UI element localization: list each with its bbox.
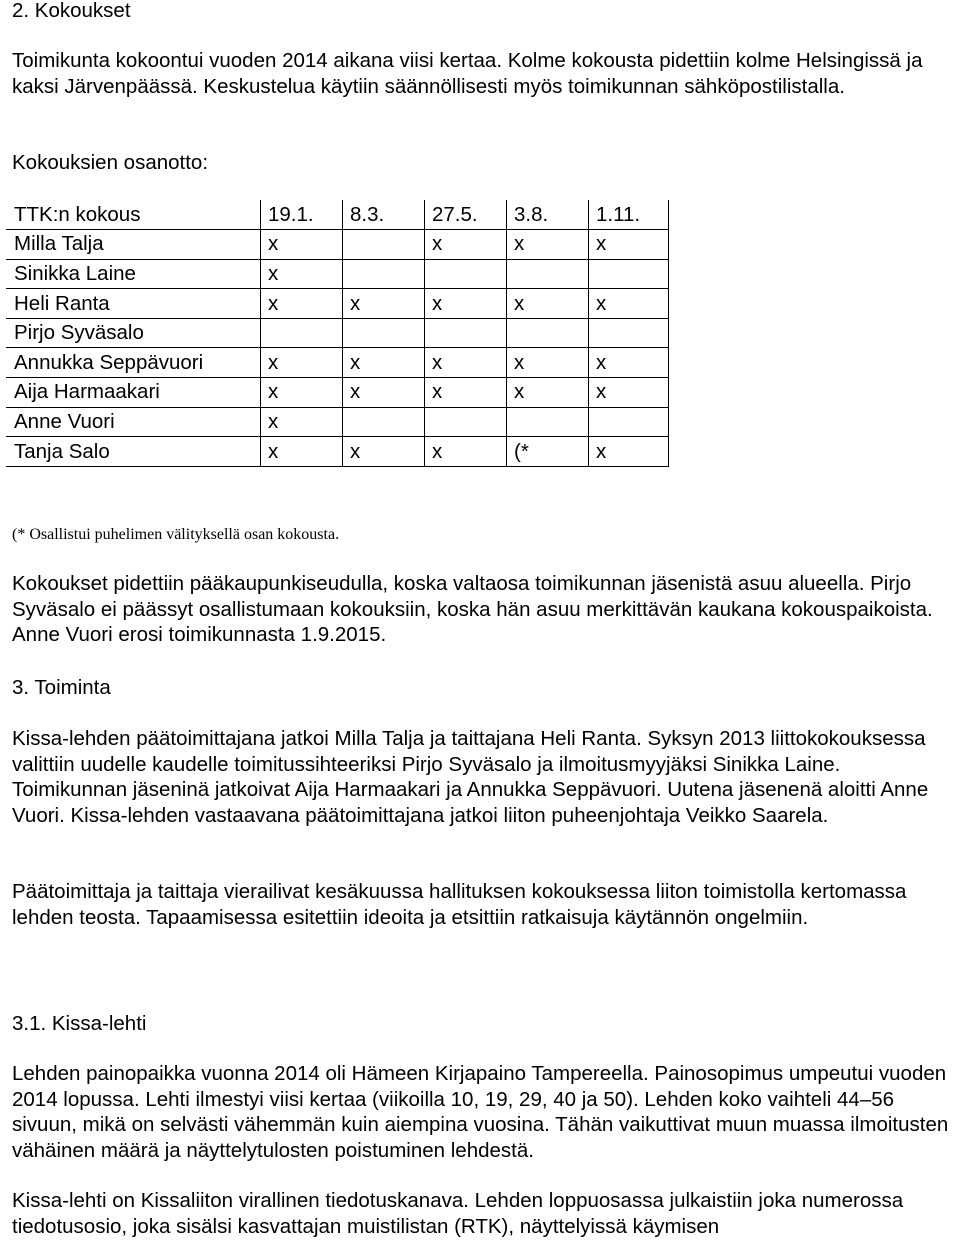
attendance-mark — [343, 318, 425, 348]
attendance-mark: x — [343, 378, 425, 408]
attendance-mark: (* — [507, 437, 589, 467]
attendance-mark: x — [425, 437, 507, 467]
attendance-mark: x — [343, 289, 425, 319]
table-header-date: 27.5. — [425, 200, 507, 230]
table-row — [7, 318, 669, 348]
attendance-mark: x — [589, 348, 669, 378]
attendance-mark: x — [425, 378, 507, 408]
attendance-mark: x — [425, 289, 507, 319]
member-name: Milla Talja — [7, 230, 261, 260]
activity-paragraph-2: Päätoimittaja ja taittaja vierailivat kesäkuussa hallituksen kokouksessa liiton toimistolla kertomassa lehden teosta. Tapaamisessa esitettiin ideoita ja etsittiin ratkaisuja käytännön ongelmiin. — [12, 880, 907, 929]
table-header-date: 8.3. — [343, 200, 425, 230]
attendance-mark: x — [589, 230, 669, 260]
attendance-mark — [507, 407, 589, 437]
magazine-paragraph-2: Kissa-lehti on Kissaliiton virallinen tiedotuskanava. Lehden loppuosassa julkaistiin joka numerossa tiedotusosio, joka sisälsi kasvattajan muistilistan (RTK), näyttelyissä käymisen — [12, 1189, 904, 1238]
attendance-mark — [589, 318, 669, 348]
attendance-mark — [589, 259, 669, 289]
attendance-mark: x — [343, 437, 425, 467]
attendance-mark: x — [589, 289, 669, 319]
member-name: Tanja Salo — [7, 437, 261, 467]
attendance-mark — [589, 407, 669, 437]
table-row — [7, 289, 669, 319]
section-heading-magazine: 3.1. Kissa-lehti — [12, 1012, 147, 1035]
member-name: Aija Harmaakari — [7, 378, 261, 408]
meetings-intro-paragraph: Toimikunta kokoontui vuoden 2014 aikana viisi kertaa. Kolme kokousta pidettiin kolme Helsingissä ja kaksi Järvenpäässä. Keskustelua käytiin säännöllisesti myös toimikunnan sähköpostilistalla. — [12, 49, 923, 98]
member-name: Annukka Seppävuori — [7, 348, 261, 378]
member-name: Anne Vuori — [7, 407, 261, 437]
attendance-mark — [261, 318, 343, 348]
attendance-mark: x — [261, 230, 343, 260]
member-name: Heli Ranta — [7, 289, 261, 319]
attendance-mark: x — [507, 348, 589, 378]
table-header-row — [7, 200, 669, 230]
attendance-mark — [425, 407, 507, 437]
activity-paragraph-1: Kissa-lehden päätoimittajana jatkoi Milla Talja ja taittajana Heli Ranta. Syksyn 2013 liittokokouksessa valittiin uudelle kaudelle toimitussihteeriksi Pirjo Syväsalo ja ilmoitusmyyjäksi Sinikka Laine. Toimikunnan jäseninä jatkoivat Aija Harmaakari ja Annukka Seppävuori. Uutena jäsenenä aloitti Anne Vuori. Kissa-lehden vastaavana päätoimittajana jatkoi liiton puheenjohtaja Veikko Saarela. — [12, 727, 929, 827]
attendance-mark: x — [589, 378, 669, 408]
attendance-mark — [343, 407, 425, 437]
attendance-mark: x — [425, 230, 507, 260]
table-row — [7, 348, 669, 378]
table-header-date: 19.1. — [261, 200, 343, 230]
attendance-mark — [507, 259, 589, 289]
attendance-table — [6, 200, 669, 467]
attendance-mark: x — [343, 348, 425, 378]
attendance-mark: x — [261, 437, 343, 467]
attendance-mark — [507, 318, 589, 348]
table-header-label: TTK:n kokous — [7, 200, 261, 230]
attendance-mark: x — [507, 230, 589, 260]
attendance-mark: x — [425, 348, 507, 378]
table-row — [7, 230, 669, 260]
attendance-mark: x — [261, 378, 343, 408]
attendance-mark: x — [507, 289, 589, 319]
attendance-mark — [343, 259, 425, 289]
attendance-mark: x — [507, 378, 589, 408]
table-row — [7, 259, 669, 289]
attendance-mark: x — [261, 407, 343, 437]
table-row — [7, 378, 669, 408]
magazine-paragraph-1: Lehden painopaikka vuonna 2014 oli Hämeen Kirjapaino Tampereella. Painosopimus umpeutui vuoden 2014 lopussa. Lehti ilmestyi viisi kertaa (viikoilla 10, 19, 29, 40 ja 50). Lehden koko vaihteli 44–56 sivuun, mikä on selvästi vähemmän kuin aiempina vuosina. Tähän vaikuttivat muun muassa ilmoitusten vähäinen määrä ja näyttelytulosten poistuminen lehdestä. — [12, 1062, 949, 1162]
attendance-mark — [425, 318, 507, 348]
table-header-date: 1.11. — [589, 200, 669, 230]
section-heading-activity: 3. Toiminta — [12, 676, 111, 699]
attendance-mark: x — [261, 289, 343, 319]
table-row — [7, 407, 669, 437]
attendance-label: Kokouksien osanotto: — [12, 151, 209, 174]
table-row — [7, 437, 669, 467]
attendance-mark: x — [589, 437, 669, 467]
table-header-date: 3.8. — [507, 200, 589, 230]
member-name: Sinikka Laine — [7, 259, 261, 289]
attendance-mark — [425, 259, 507, 289]
meetings-paragraph: Kokoukset pidettiin pääkaupunkiseudulla, koska valtaosa toimikunnan jäsenistä asuu alueella. Pirjo Syväsalo ei päässyt osallistumaan kokouksiin, koska hän asuu merkittävän kaukana kokouspaikoista. Anne Vuori erosi toimikunnasta 1.9.2015. — [12, 572, 933, 646]
attendance-mark: x — [261, 259, 343, 289]
section-heading-meetings: 2. Kokoukset — [12, 0, 131, 22]
attendance-footnote: (* Osallistui puhelimen välityksellä osan kokousta. — [12, 526, 340, 543]
member-name: Pirjo Syväsalo — [7, 318, 261, 348]
attendance-mark — [343, 230, 425, 260]
attendance-mark: x — [261, 348, 343, 378]
